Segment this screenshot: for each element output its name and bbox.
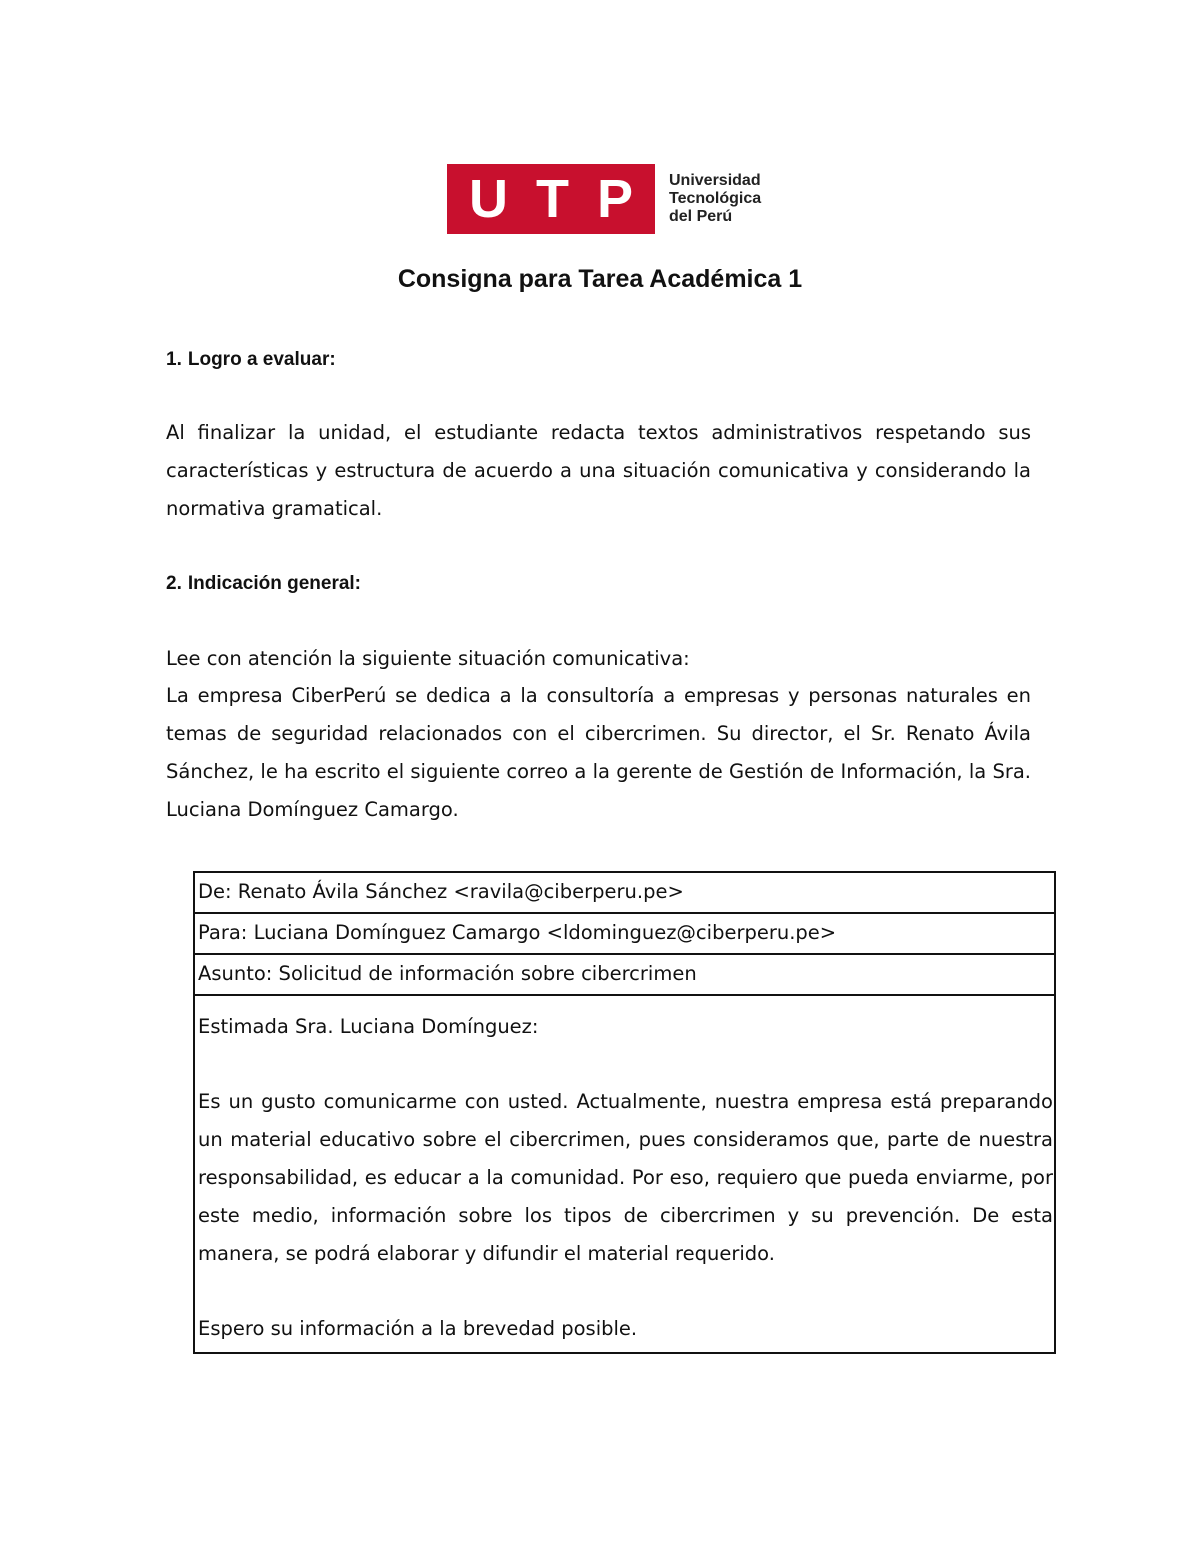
document-title: Consigna para Tarea Académica 1 (397, 265, 803, 293)
logo-name-line-3: del Perú (669, 208, 733, 225)
section1-text: Al finalizar la unidad, el estudiante redacta textos administrativos respetando sus características y estructura de acuerdo a una situación comunicativa y considerando la normativa gramatical. (166, 421, 1031, 520)
utp-logo (447, 164, 761, 234)
section2-heading (166, 571, 361, 597)
section2-text: La empresa CiberPerú se dedica a la consultoría a empresas y personas naturales en temas de seguridad relacionados con el cibercrimen. Su director, el Sr. Renato Ávila Sánchez, le ha escrito el siguiente correo a la gerente de Gestión de Información, la Sra. Luciana Domínguez Camargo. (166, 684, 1031, 821)
section2-intro: Lee con atención la siguiente situación comunicativa: (166, 647, 690, 670)
logo-name-line-1: Universidad (669, 172, 761, 189)
section2-number: 2. (166, 573, 182, 594)
email-box (193, 871, 1056, 1354)
logo-letter-p: P (596, 169, 633, 229)
email-to-row: Para: Luciana Domínguez Camargo <ldominguez@ciberperu.pe> (195, 914, 1054, 955)
section1-heading-text: Logro a evaluar: (187, 349, 336, 370)
section1-heading (166, 347, 336, 373)
logo-letter-t: T (535, 169, 569, 229)
email-greeting: Estimada Sra. Luciana Domínguez: (198, 1015, 539, 1038)
logo-university-name (669, 172, 761, 226)
email-body (195, 996, 1054, 1352)
logo-name-line-2: Tecnológica (669, 190, 762, 207)
logo-block (447, 164, 655, 234)
logo-letter-u: U (468, 169, 508, 229)
email-subject-row: Asunto: Solicitud de información sobre cibercrimen (195, 955, 1054, 996)
email-closing: Espero su información a la brevedad posible. (198, 1317, 638, 1340)
section1-number: 1. (166, 349, 182, 370)
email-body-text: Es un gusto comunicarme con usted. Actualmente, nuestra empresa está preparando un material educativo sobre el cibercrimen, pues consideramos que, parte de nuestra responsabilidad, es educar a la comunidad. Por eso, requiero que pueda enviarme, por este medio, información sobre los tipos de cibercrimen y su prevención. De esta manera, se podrá elaborar y difundir el material requerido. (198, 1090, 1053, 1265)
section2-heading-text: Indicación general: (187, 573, 362, 594)
email-from-row: De: Renato Ávila Sánchez <ravila@ciberperu.pe> (195, 873, 1054, 914)
